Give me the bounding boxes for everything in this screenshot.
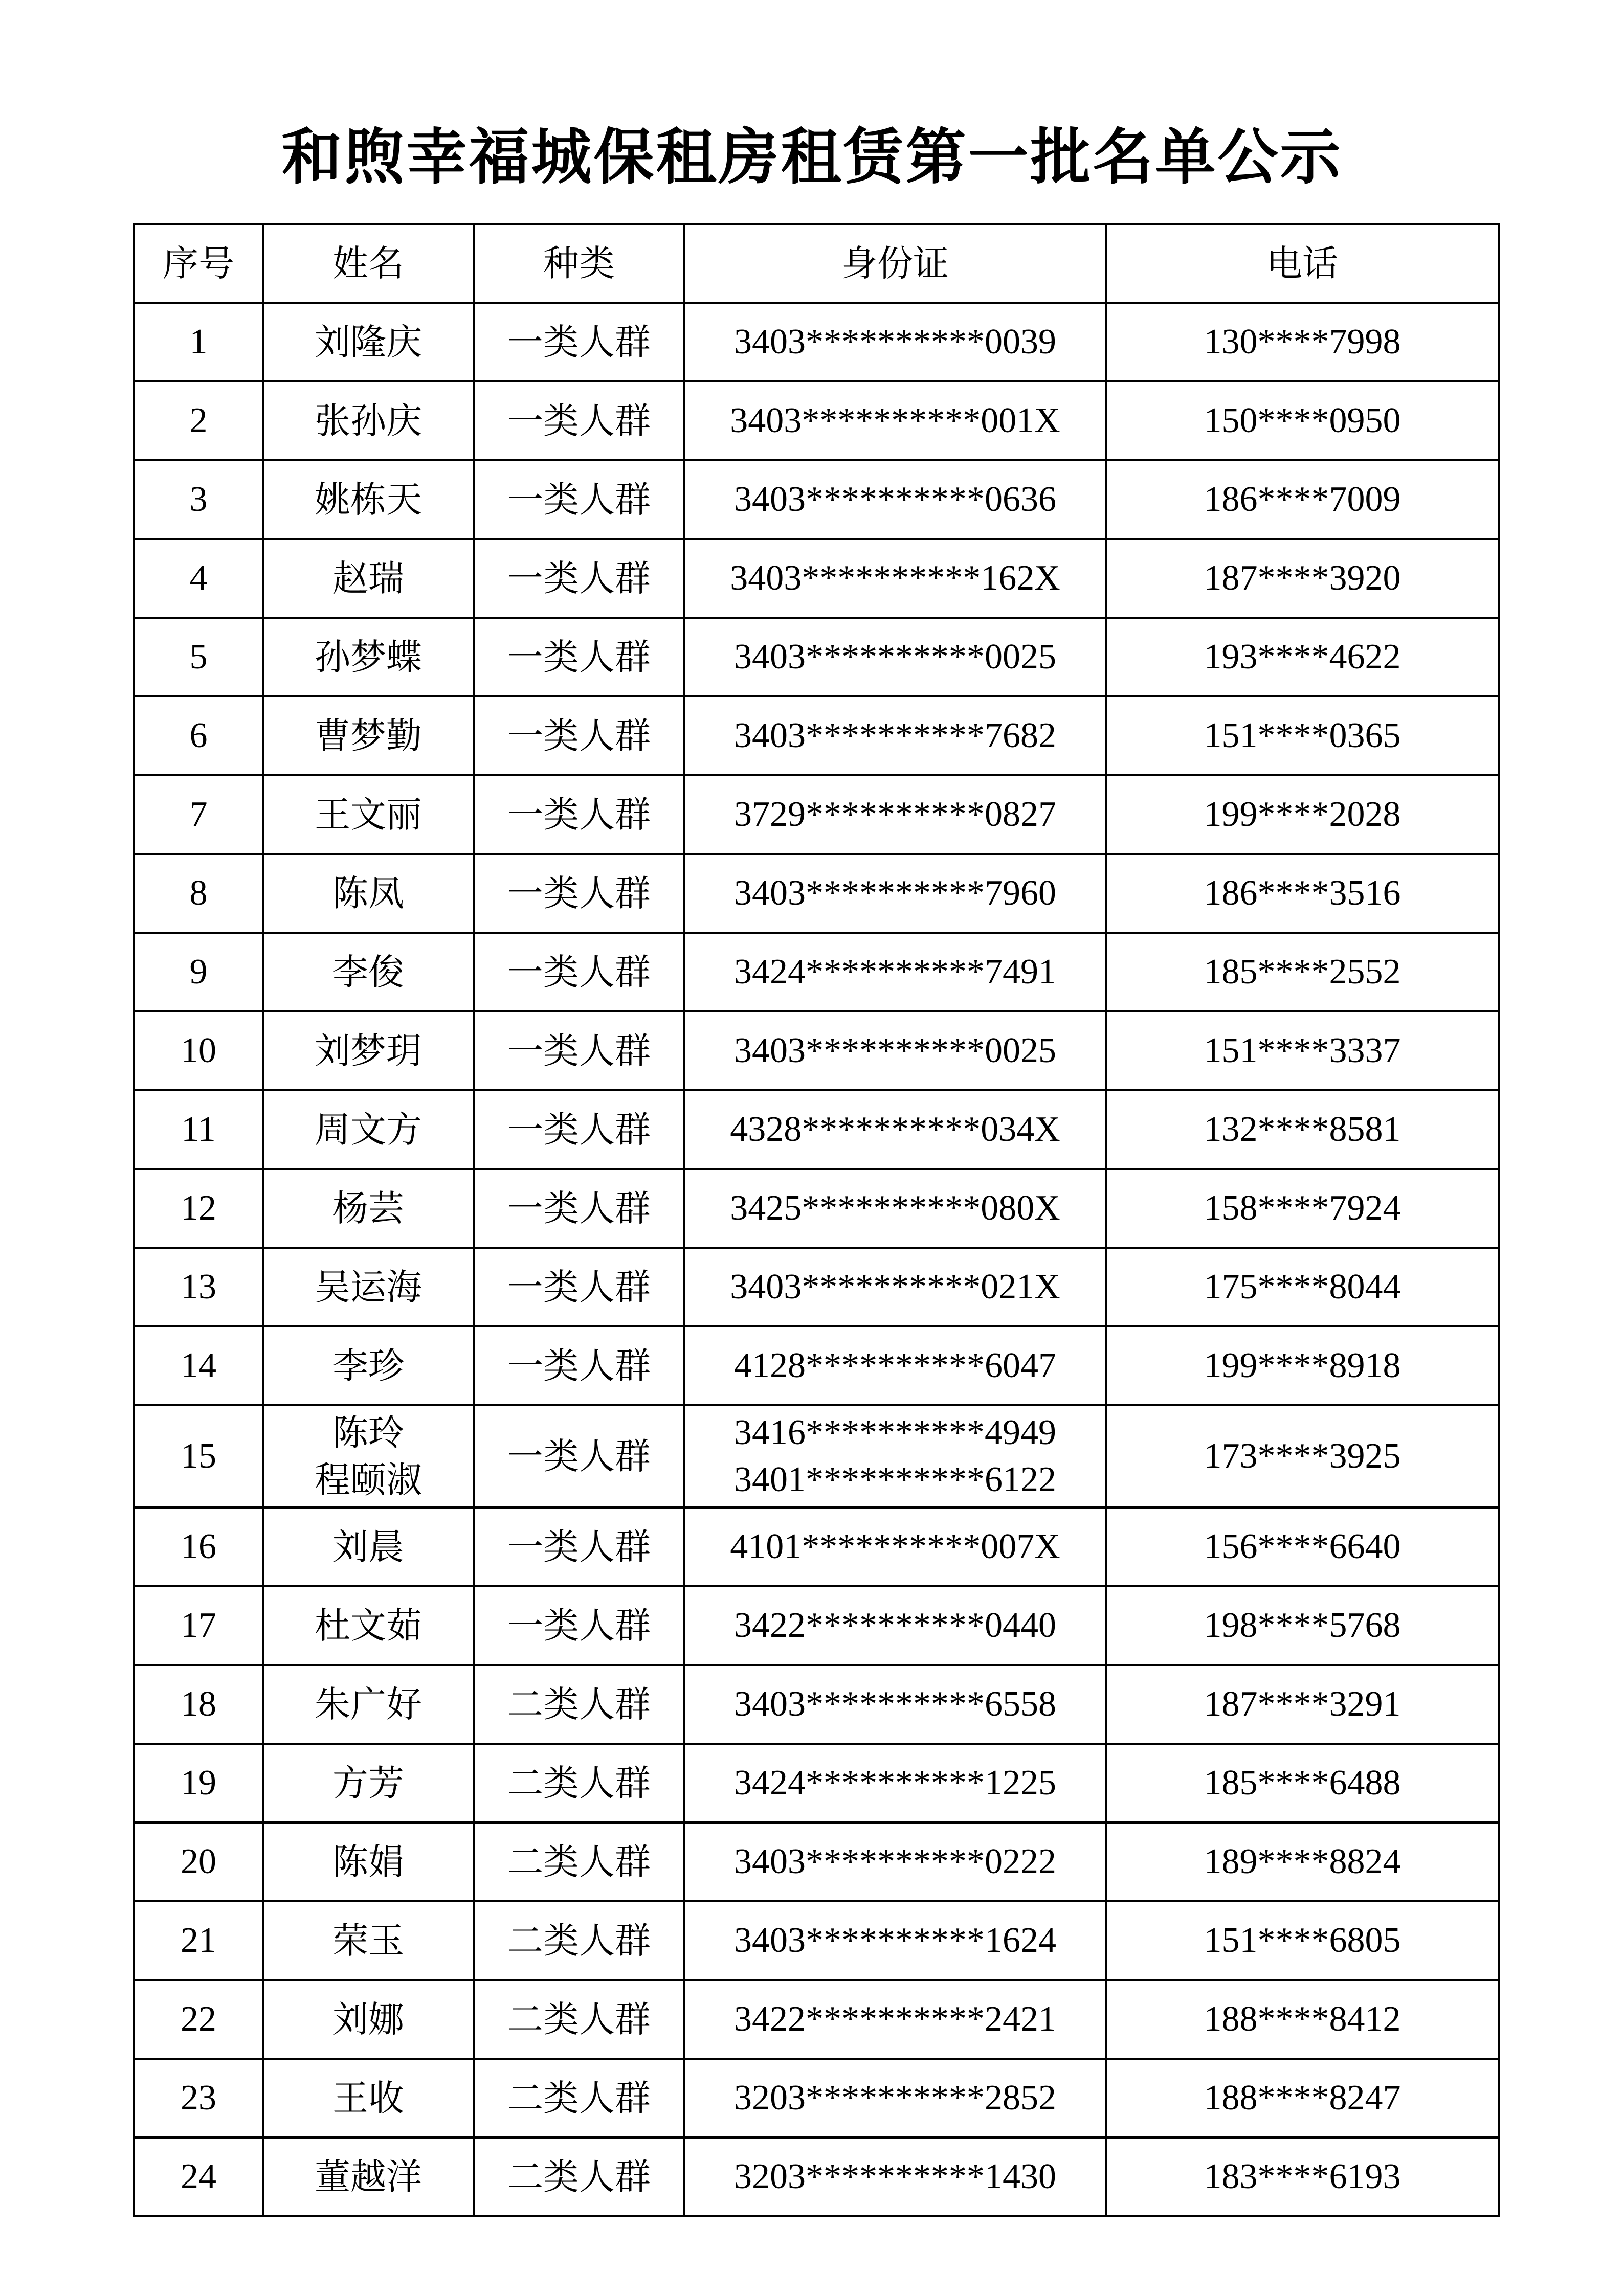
cell-id-card bbox=[684, 696, 1106, 775]
cell-name-line: 王文丽 bbox=[315, 794, 422, 836]
cell-name-line: 程颐淑 bbox=[315, 1459, 422, 1501]
cell-id-line: 4128**********6047 bbox=[734, 1346, 1056, 1385]
header-phone: 电话 bbox=[1106, 224, 1499, 303]
cell-phone: 186****7009 bbox=[1106, 460, 1499, 539]
cell-name-line: 杜文茹 bbox=[315, 1605, 422, 1647]
cell-name-line: 刘隆庆 bbox=[315, 321, 422, 363]
cell-id-card bbox=[684, 1169, 1106, 1248]
cell-phone: 199****2028 bbox=[1106, 775, 1499, 854]
cell-id-card bbox=[684, 1248, 1106, 1326]
cell-category: 一类人群 bbox=[474, 696, 684, 775]
cell-seq: 11 bbox=[134, 1090, 263, 1169]
cell-name bbox=[263, 303, 474, 381]
table-row bbox=[134, 618, 1499, 696]
cell-id-card bbox=[684, 2059, 1106, 2137]
cell-id-card bbox=[684, 2137, 1106, 2216]
table-row bbox=[134, 1507, 1499, 1586]
cell-seq: 14 bbox=[134, 1326, 263, 1405]
table-row bbox=[134, 1011, 1499, 1090]
cell-name bbox=[263, 1326, 474, 1405]
cell-id-line: 3403**********7960 bbox=[734, 873, 1056, 913]
cell-seq: 5 bbox=[134, 618, 263, 696]
cell-name-line: 陈玲 bbox=[332, 1412, 404, 1454]
cell-name bbox=[263, 775, 474, 854]
cell-id-line: 3203**********2852 bbox=[734, 2078, 1056, 2118]
cell-name-line: 刘晨 bbox=[332, 1526, 404, 1568]
cell-category: 一类人群 bbox=[474, 1090, 684, 1169]
table-row bbox=[134, 1744, 1499, 1822]
cell-category: 一类人群 bbox=[474, 460, 684, 539]
cell-name bbox=[263, 1248, 474, 1326]
cell-id-card bbox=[684, 381, 1106, 460]
cell-id-card bbox=[684, 1744, 1106, 1822]
cell-name bbox=[263, 933, 474, 1011]
cell-phone: 183****6193 bbox=[1106, 2137, 1499, 2216]
cell-id-card bbox=[684, 1822, 1106, 1901]
cell-name-line: 吴运海 bbox=[315, 1266, 422, 1308]
cell-phone: 185****2552 bbox=[1106, 933, 1499, 1011]
cell-seq: 22 bbox=[134, 1980, 263, 2059]
cell-name-line: 李俊 bbox=[332, 951, 404, 993]
cell-name-line: 董越洋 bbox=[315, 2156, 422, 2198]
cell-name-line: 孙梦蝶 bbox=[315, 636, 422, 678]
cell-category: 一类人群 bbox=[474, 1507, 684, 1586]
cell-id-line: 3422**********0440 bbox=[734, 1606, 1056, 1645]
cell-id-line: 3401**********6122 bbox=[734, 1460, 1056, 1499]
table-row bbox=[134, 775, 1499, 854]
cell-id-line: 3403**********0039 bbox=[734, 322, 1056, 362]
cell-id-line: 4328**********034X bbox=[730, 1110, 1060, 1149]
cell-id-line: 3403**********1624 bbox=[734, 1921, 1056, 1960]
cell-category: 一类人群 bbox=[474, 854, 684, 933]
cell-id-line: 3203**********1430 bbox=[734, 2157, 1056, 2196]
table-row bbox=[134, 854, 1499, 933]
table-row bbox=[134, 1586, 1499, 1665]
table-row bbox=[134, 1326, 1499, 1405]
cell-id-line: 3403**********0025 bbox=[734, 1031, 1056, 1070]
cell-name bbox=[263, 1507, 474, 1586]
cell-seq: 19 bbox=[134, 1744, 263, 1822]
cell-category: 一类人群 bbox=[474, 539, 684, 618]
cell-id-card bbox=[684, 1980, 1106, 2059]
cell-seq: 9 bbox=[134, 933, 263, 1011]
cell-id-card bbox=[684, 854, 1106, 933]
cell-category: 一类人群 bbox=[474, 1169, 684, 1248]
cell-id-line: 3424**********7491 bbox=[734, 952, 1056, 992]
header-category: 种类 bbox=[474, 224, 684, 303]
cell-phone: 199****8918 bbox=[1106, 1326, 1499, 1405]
cell-category: 二类人群 bbox=[474, 2137, 684, 2216]
cell-category: 一类人群 bbox=[474, 775, 684, 854]
cell-name-line: 陈凤 bbox=[332, 872, 404, 914]
table-row bbox=[134, 2059, 1499, 2137]
cell-phone: 198****5768 bbox=[1106, 1586, 1499, 1665]
cell-seq: 1 bbox=[134, 303, 263, 381]
cell-id-line: 3403**********6558 bbox=[734, 1684, 1056, 1724]
cell-category: 一类人群 bbox=[474, 933, 684, 1011]
cell-phone: 189****8824 bbox=[1106, 1822, 1499, 1901]
cell-name bbox=[263, 1665, 474, 1744]
cell-phone: 188****8412 bbox=[1106, 1980, 1499, 2059]
table-row bbox=[134, 933, 1499, 1011]
cell-category: 二类人群 bbox=[474, 1665, 684, 1744]
cell-seq: 15 bbox=[134, 1405, 263, 1507]
cell-name-line: 刘梦玥 bbox=[315, 1030, 422, 1072]
cell-name bbox=[263, 618, 474, 696]
cell-name-line: 杨芸 bbox=[332, 1187, 404, 1229]
table-row bbox=[134, 1980, 1499, 2059]
cell-phone: 158****7924 bbox=[1106, 1169, 1499, 1248]
cell-seq: 16 bbox=[134, 1507, 263, 1586]
cell-name bbox=[263, 1586, 474, 1665]
cell-name-line: 曹梦勤 bbox=[315, 715, 422, 757]
cell-category: 一类人群 bbox=[474, 303, 684, 381]
cell-id-card bbox=[684, 618, 1106, 696]
cell-name bbox=[263, 1405, 474, 1507]
cell-id-line: 3403**********0222 bbox=[734, 1842, 1056, 1881]
cell-name bbox=[263, 381, 474, 460]
cell-category: 一类人群 bbox=[474, 1011, 684, 1090]
cell-phone: 187****3920 bbox=[1106, 539, 1499, 618]
cell-id-line: 3424**********1225 bbox=[734, 1763, 1056, 1803]
cell-id-card bbox=[684, 539, 1106, 618]
page-title: 和煦幸福城保租房租赁第一批名单公示 bbox=[281, 122, 1343, 192]
table-header-row bbox=[134, 224, 1499, 303]
cell-id-card bbox=[684, 1507, 1106, 1586]
cell-id-line: 3416**********4949 bbox=[734, 1413, 1056, 1452]
cell-name-line: 赵瑞 bbox=[332, 557, 404, 599]
cell-phone: 156****6640 bbox=[1106, 1507, 1499, 1586]
table-row bbox=[134, 381, 1499, 460]
cell-category: 二类人群 bbox=[474, 1901, 684, 1980]
cell-category: 一类人群 bbox=[474, 1326, 684, 1405]
cell-name bbox=[263, 539, 474, 618]
cell-name bbox=[263, 1980, 474, 2059]
cell-name-line: 陈娟 bbox=[332, 1841, 404, 1883]
cell-phone: 188****8247 bbox=[1106, 2059, 1499, 2137]
table-row bbox=[134, 1248, 1499, 1326]
cell-id-line: 3403**********7682 bbox=[734, 716, 1056, 755]
table-row bbox=[134, 303, 1499, 381]
cell-id-line: 3403**********162X bbox=[730, 558, 1060, 598]
cell-seq: 24 bbox=[134, 2137, 263, 2216]
cell-category: 一类人群 bbox=[474, 1248, 684, 1326]
cell-category: 二类人群 bbox=[474, 2059, 684, 2137]
table-row bbox=[134, 1090, 1499, 1169]
cell-phone: 151****0365 bbox=[1106, 696, 1499, 775]
table-row bbox=[134, 2137, 1499, 2216]
cell-id-card bbox=[684, 1901, 1106, 1980]
cell-seq: 7 bbox=[134, 775, 263, 854]
cell-name-line: 刘娜 bbox=[332, 1998, 404, 2040]
cell-name-line: 张孙庆 bbox=[315, 400, 422, 442]
cell-id-line: 3403**********001X bbox=[730, 401, 1060, 440]
cell-id-card bbox=[684, 1011, 1106, 1090]
table-row bbox=[134, 1665, 1499, 1744]
cell-name-line: 周文方 bbox=[315, 1109, 422, 1151]
cell-id-line: 3403**********021X bbox=[730, 1267, 1060, 1307]
cell-name-line: 李珍 bbox=[332, 1345, 404, 1387]
cell-name-line: 姚栋天 bbox=[315, 479, 422, 521]
cell-phone: 130****7998 bbox=[1106, 303, 1499, 381]
cell-name-line: 荣玉 bbox=[332, 1920, 404, 1962]
cell-phone: 150****0950 bbox=[1106, 381, 1499, 460]
cell-name-line: 方芳 bbox=[332, 1762, 404, 1804]
cell-name bbox=[263, 854, 474, 933]
cell-id-card bbox=[684, 303, 1106, 381]
cell-name bbox=[263, 696, 474, 775]
cell-phone: 173****3925 bbox=[1106, 1405, 1499, 1507]
cell-id-card bbox=[684, 1586, 1106, 1665]
cell-category: 二类人群 bbox=[474, 1744, 684, 1822]
cell-phone: 175****8044 bbox=[1106, 1248, 1499, 1326]
cell-name bbox=[263, 1822, 474, 1901]
cell-id-line: 3425**********080X bbox=[730, 1188, 1060, 1228]
cell-id-card bbox=[684, 775, 1106, 854]
cell-id-card bbox=[684, 1405, 1106, 1507]
cell-id-card bbox=[684, 1665, 1106, 1744]
header-id-card: 身份证 bbox=[684, 224, 1106, 303]
cell-seq: 10 bbox=[134, 1011, 263, 1090]
cell-category: 二类人群 bbox=[474, 1980, 684, 2059]
table-row bbox=[134, 1822, 1499, 1901]
cell-seq: 2 bbox=[134, 381, 263, 460]
cell-name bbox=[263, 2059, 474, 2137]
cell-seq: 12 bbox=[134, 1169, 263, 1248]
cell-name bbox=[263, 1090, 474, 1169]
cell-seq: 3 bbox=[134, 460, 263, 539]
header-name: 姓名 bbox=[263, 224, 474, 303]
cell-name-line: 朱广好 bbox=[315, 1683, 422, 1725]
cell-seq: 17 bbox=[134, 1586, 263, 1665]
cell-category: 一类人群 bbox=[474, 1405, 684, 1507]
cell-name bbox=[263, 460, 474, 539]
cell-id-line: 3729**********0827 bbox=[734, 795, 1056, 834]
cell-phone: 187****3291 bbox=[1106, 1665, 1499, 1744]
tenant-list-table bbox=[133, 223, 1500, 2217]
cell-seq: 8 bbox=[134, 854, 263, 933]
cell-id-line: 4101**********007X bbox=[730, 1527, 1060, 1566]
table-row bbox=[134, 696, 1499, 775]
cell-id-card bbox=[684, 1090, 1106, 1169]
table-body bbox=[134, 303, 1499, 2216]
cell-category: 一类人群 bbox=[474, 381, 684, 460]
cell-id-line: 3403**********0025 bbox=[734, 637, 1056, 677]
cell-category: 一类人群 bbox=[474, 618, 684, 696]
cell-name-line: 王收 bbox=[332, 2077, 404, 2119]
table-row bbox=[134, 1901, 1499, 1980]
cell-id-card bbox=[684, 460, 1106, 539]
cell-name bbox=[263, 1011, 474, 1090]
cell-phone: 185****6488 bbox=[1106, 1744, 1499, 1822]
cell-phone: 151****6805 bbox=[1106, 1901, 1499, 1980]
cell-name bbox=[263, 1169, 474, 1248]
cell-seq: 13 bbox=[134, 1248, 263, 1326]
cell-id-card bbox=[684, 1326, 1106, 1405]
cell-seq: 18 bbox=[134, 1665, 263, 1744]
cell-phone: 193****4622 bbox=[1106, 618, 1499, 696]
cell-name bbox=[263, 2137, 474, 2216]
cell-category: 一类人群 bbox=[474, 1586, 684, 1665]
table-row bbox=[134, 1405, 1499, 1507]
cell-seq: 4 bbox=[134, 539, 263, 618]
cell-id-line: 3403**********0636 bbox=[734, 480, 1056, 519]
cell-id-line: 3422**********2421 bbox=[734, 1999, 1056, 2039]
table-row bbox=[134, 460, 1499, 539]
cell-seq: 23 bbox=[134, 2059, 263, 2137]
header-seq: 序号 bbox=[134, 224, 263, 303]
cell-name bbox=[263, 1901, 474, 1980]
cell-seq: 21 bbox=[134, 1901, 263, 1980]
cell-id-card bbox=[684, 933, 1106, 1011]
cell-phone: 186****3516 bbox=[1106, 854, 1499, 933]
table-row bbox=[134, 539, 1499, 618]
cell-seq: 20 bbox=[134, 1822, 263, 1901]
cell-name bbox=[263, 1744, 474, 1822]
cell-category: 二类人群 bbox=[474, 1822, 684, 1901]
cell-seq: 6 bbox=[134, 696, 263, 775]
cell-phone: 151****3337 bbox=[1106, 1011, 1499, 1090]
table-row bbox=[134, 1169, 1499, 1248]
cell-phone: 132****8581 bbox=[1106, 1090, 1499, 1169]
